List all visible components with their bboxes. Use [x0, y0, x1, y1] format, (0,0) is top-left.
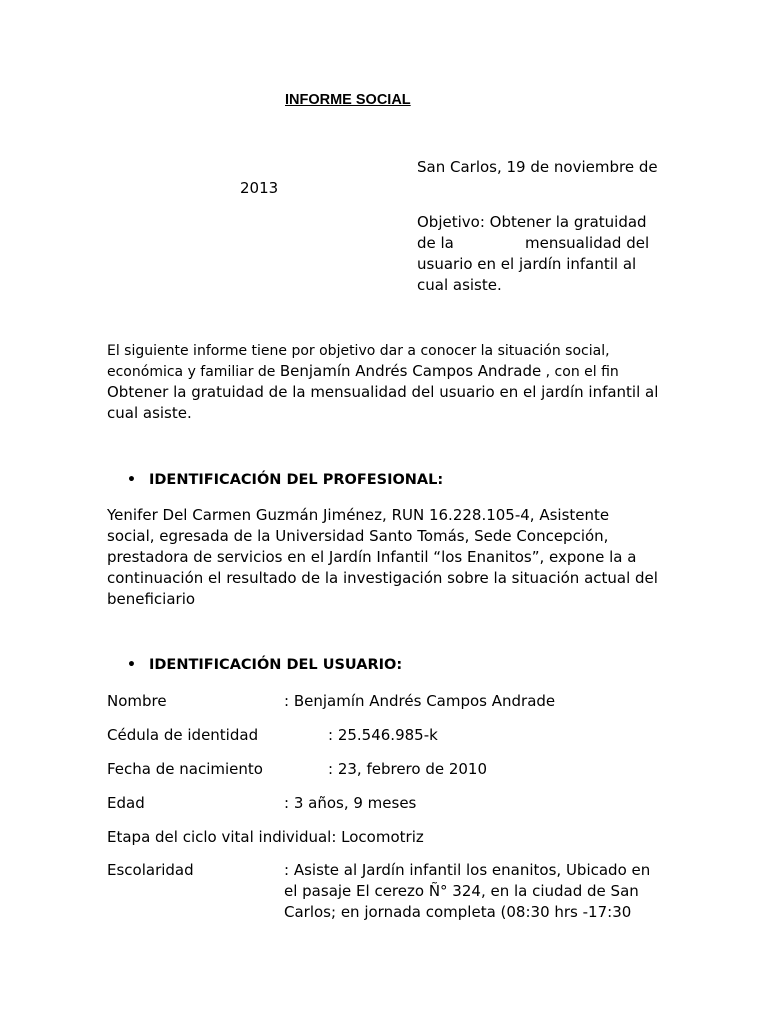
field-value-schooling-line-1: : Asiste al Jardín infantil los enanitos, Ubicado en — [284, 861, 651, 879]
field-value-birthdate: : 23, febrero de 2010 — [328, 760, 488, 778]
objective-line-3: usuario en el jardín infantil al — [417, 255, 637, 273]
professional-line-1: Yenifer Del Carmen Guzmán Jiménez, RUN 16.228.105-4, Asistente — [107, 506, 610, 524]
professional-line-4: continuación el resultado de la investigación sobre la situación actual del — [107, 569, 658, 587]
intro-line-2a: económica y familiar de — [107, 364, 280, 380]
field-label-schooling: Escolaridad — [107, 861, 194, 879]
professional-line-3: prestadora de servicios en el Jardín Infantil “los Enanitos”, expone la a — [107, 548, 637, 566]
objective-line-2b: mensualidad del — [525, 234, 650, 252]
beneficiary-name-inline: Benjamín Andrés Campos Andrade — [279, 362, 542, 380]
intro-line-2c: , con el fin — [541, 364, 619, 380]
section-heading-text: IDENTIFICACIÓN DEL PROFESIONAL: — [149, 472, 444, 488]
objective-line-1: Objetivo: Obtener la gratuidad — [417, 213, 647, 231]
bullet-icon: • — [127, 472, 136, 488]
intro-line-3: Obtener la gratuidad de la mensualidad del usuario en el jardín infantil al — [107, 383, 659, 401]
intro-line-1: El siguiente informe tiene por objetivo dar a conocer la situación social, — [107, 343, 610, 359]
objective-line-4: cual asiste. — [417, 276, 502, 294]
section-heading-user — [127, 655, 402, 676]
date-line-2: 2013 — [240, 179, 279, 197]
date-line-1: San Carlos, 19 de noviembre de — [417, 158, 658, 176]
field-value-schooling-line-3: Carlos; en jornada completa (08:30 hrs -17:30 — [284, 903, 632, 921]
field-label-age: Edad — [107, 794, 145, 812]
objective-line-2a: de la — [417, 234, 454, 252]
professional-line-2: social, egresada de la Universidad Santo Tomás, Sede Concepción, — [107, 527, 609, 545]
field-label-birthdate: Fecha de nacimiento — [107, 760, 263, 778]
field-life-stage: Etapa del ciclo vital individual: Locomotriz — [107, 828, 424, 846]
document-title: INFORME SOCIAL — [285, 92, 411, 108]
section-heading-professional — [127, 470, 443, 491]
section-heading-text: IDENTIFICACIÓN DEL USUARIO: — [149, 657, 403, 673]
field-label-name: Nombre — [107, 692, 167, 710]
field-value-name: : Benjamín Andrés Campos Andrade — [284, 692, 556, 710]
field-value-age: : 3 años, 9 meses — [284, 794, 417, 812]
professional-line-5: beneficiario — [107, 590, 196, 608]
bullet-icon: • — [127, 657, 136, 673]
field-value-id: : 25.546.985-k — [328, 726, 438, 744]
intro-line-4: cual asiste. — [107, 404, 192, 422]
field-label-id: Cédula de identidad — [107, 726, 259, 744]
field-value-schooling-line-2: el pasaje El cerezo Ñ° 324, en la ciudad de San — [284, 882, 639, 900]
intro-line-2 — [107, 361, 619, 382]
